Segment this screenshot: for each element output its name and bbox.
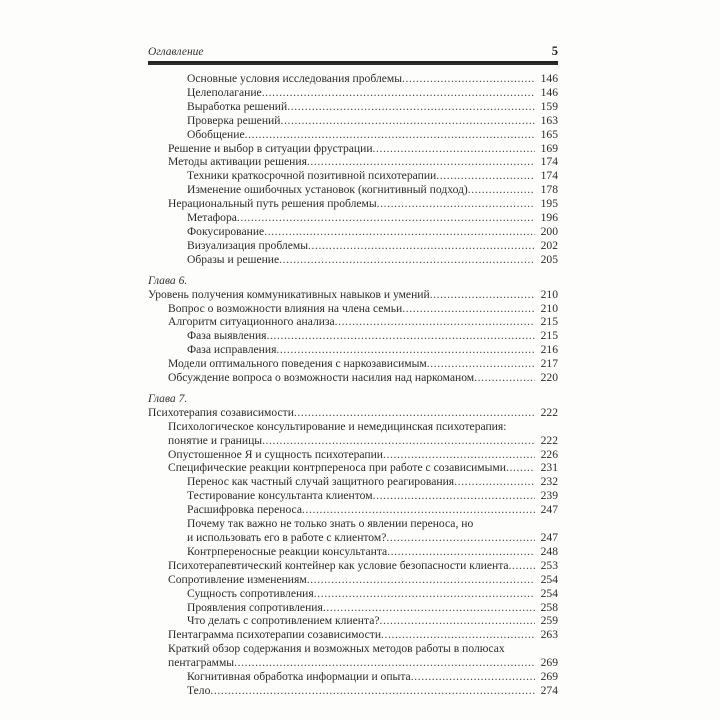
dot-leader [307, 573, 535, 587]
dot-leader [302, 503, 535, 517]
toc-entry-title: Расшифровка переноса [187, 503, 302, 517]
toc-entry [168, 371, 558, 385]
toc-entry-page: 178 [540, 183, 558, 197]
toc-entry-page: 146 [540, 72, 558, 85]
dot-leader [468, 183, 535, 197]
toc-entry [187, 183, 558, 197]
toc-entry-title: Целеполагание [187, 85, 262, 99]
toc-entry [168, 197, 558, 211]
toc-entry-page: 253 [540, 558, 558, 572]
toc-entry-page: 174 [540, 155, 558, 169]
toc-entry-title: Решение и выбор в ситуации фрустрации [168, 141, 373, 155]
toc-entry-page: 226 [540, 447, 558, 461]
toc-entry [168, 656, 558, 670]
toc-entry-title: Визуализация проблемы [187, 238, 308, 252]
toc-entry [187, 239, 558, 253]
dot-leader [279, 253, 535, 267]
toc-entry-page: 247 [540, 503, 558, 517]
dot-leader [264, 225, 535, 239]
toc-entry-page: 210 [540, 287, 558, 301]
toc-entry-title: Обобщение [187, 127, 245, 141]
toc-entry-page: 146 [540, 85, 558, 99]
dot-leader [381, 628, 535, 642]
running-header-title: Оглавление [148, 46, 204, 58]
toc-entry [168, 420, 558, 434]
toc-entry [187, 531, 558, 545]
toc-entry-title: Уровень получения коммуникативных навыков и умений [148, 287, 430, 301]
dot-leader [294, 406, 535, 420]
toc-entry-title: Перенос как частный случай защитного реагирования [187, 475, 455, 489]
toc-entry-page: 274 [540, 683, 558, 697]
toc-entry-page: 222 [540, 433, 558, 447]
toc-entry-title: Психологическое консультирование и немедицинская психотерапия: [168, 419, 507, 433]
toc-entry [187, 614, 558, 628]
dot-leader [383, 448, 535, 462]
toc-entry [168, 642, 558, 656]
toc-entry [187, 684, 558, 698]
toc-entry [168, 434, 558, 448]
toc-entry-page: 259 [540, 614, 558, 628]
toc-entry [168, 461, 558, 475]
toc-entry-page: 205 [540, 252, 558, 266]
toc-entry [187, 128, 558, 142]
toc-entry-page: 217 [540, 357, 558, 371]
dot-leader [307, 155, 535, 169]
toc-entry [187, 100, 558, 114]
toc-entry-title: Сущность сопротивления [187, 586, 314, 600]
dot-leader [308, 239, 535, 253]
toc-entry-title: Психотерапевтический контейнер как условие безопасности клиента [168, 558, 509, 572]
dot-leader [509, 559, 535, 573]
toc-entry [187, 343, 558, 357]
toc-entry-title: Психотерапия созависимости [148, 405, 294, 419]
toc-entry-title: Выработка решений [187, 99, 288, 113]
toc-entry-page: 163 [540, 113, 558, 127]
dot-leader [267, 329, 535, 343]
toc-entry-title: Фаза исправления [187, 343, 277, 357]
dot-leader [380, 614, 536, 628]
dot-leader [402, 72, 535, 86]
toc-entry-title: Пентаграмма психотерапии созависимости [168, 628, 382, 642]
toc-entry-title: Нерациональный путь решения проблемы [168, 197, 377, 211]
toc-entry-title: Метафора [187, 211, 237, 225]
toc-entry-page: 247 [540, 531, 558, 544]
dot-leader [210, 684, 535, 698]
table-of-contents [148, 72, 558, 698]
toc-entry-title: понятие и границы [168, 433, 263, 447]
dot-leader [427, 357, 535, 371]
toc-entry-page: 231 [540, 461, 558, 475]
toc-entry [168, 357, 558, 371]
toc-entry [187, 517, 558, 531]
toc-entry-page: 196 [540, 211, 558, 225]
toc-entry-title: Что делать с сопротивлением клиента? [187, 614, 380, 628]
dot-leader [387, 545, 535, 559]
toc-entry-page: 269 [540, 656, 558, 670]
toc-entry [187, 587, 558, 601]
toc-entry-title: Образы и решение [187, 252, 280, 266]
toc-entry [168, 315, 558, 329]
dot-leader [506, 461, 535, 475]
toc-entry-title: Опустошенное Я и сущность психотерапии [168, 447, 384, 461]
toc-entry-title: Обсуждение вопроса о возможности насилия над наркоманом [168, 371, 475, 385]
toc-entry [168, 559, 558, 573]
dot-leader [411, 670, 535, 684]
dot-leader [436, 169, 535, 183]
toc-entry-title: Сопротивление изменениям [168, 572, 307, 586]
dot-leader [377, 197, 535, 211]
toc-entry-page: 200 [540, 224, 558, 238]
toc-entry [187, 169, 558, 183]
dot-leader [245, 128, 535, 142]
dot-leader [314, 587, 535, 601]
toc-entry [187, 545, 558, 559]
toc-entry-title: Когнитивная обработка информации и опыта [187, 670, 411, 684]
toc-entry [168, 448, 558, 462]
toc-entry [187, 211, 558, 225]
toc-entry-page: 202 [540, 238, 558, 252]
toc-entry-page: 239 [540, 489, 558, 503]
dot-leader [280, 114, 535, 128]
toc-entry-title: Фаза выявления [187, 329, 267, 343]
dot-leader [262, 86, 535, 100]
toc-entry-title: Тело [187, 683, 211, 697]
toc-entry [187, 601, 558, 615]
toc-entry-page: 174 [540, 169, 558, 183]
toc-entry-title: пентаграммы [168, 656, 235, 670]
toc-entry [187, 225, 558, 239]
toc-entry [187, 489, 558, 503]
dot-leader [237, 211, 535, 225]
toc-entry-page: 248 [540, 544, 558, 558]
dot-leader [276, 343, 535, 357]
toc-entry-page: 195 [540, 197, 558, 211]
dot-leader [386, 531, 535, 545]
dot-leader [454, 475, 535, 489]
header-rule [148, 61, 558, 65]
toc-entry-title: Проявления сопротивления [187, 600, 323, 614]
toc-entry-title: Методы активации решения [168, 155, 307, 169]
toc-entry [187, 114, 558, 128]
toc-entry-title: Контрпереносные реакции консультанта [187, 544, 388, 558]
dot-leader [287, 100, 535, 114]
toc-entry-page: 210 [540, 301, 558, 315]
toc-entry-page: 169 [540, 141, 558, 155]
toc-entry-title: Проверка решений [187, 113, 281, 127]
dot-leader [335, 315, 535, 329]
dot-leader [262, 434, 535, 448]
dot-leader [474, 371, 535, 385]
toc-entry-title: Специфические реакции контрпереноса при работе с созависимыми [168, 461, 506, 475]
toc-entry-page: 269 [540, 670, 558, 684]
toc-entry-page: 258 [540, 600, 558, 614]
toc-entry-title: Модели оптимального поведения с наркозависимым [168, 357, 427, 371]
dot-leader [373, 142, 535, 156]
toc-entry-page: 222 [540, 405, 558, 419]
toc-entry-page: 254 [540, 572, 558, 586]
dot-leader [323, 601, 535, 615]
toc-entry-page: 165 [540, 127, 558, 141]
toc-entry-title: Изменение ошибочных установок (когнитивный подход) [187, 183, 468, 197]
toc-entry [168, 628, 558, 642]
toc-entry-title: Почему так важно не только знать о явлении переноса, но [187, 517, 474, 531]
toc-entry [187, 329, 558, 343]
chapter-heading-label: Глава 6. [148, 273, 188, 287]
dot-leader [402, 302, 535, 316]
toc-entry [187, 503, 558, 517]
dot-leader [430, 288, 535, 302]
toc-entry [168, 573, 558, 587]
toc-entry-title: Фокусирование [187, 224, 265, 238]
toc-entry-page: 215 [540, 329, 558, 343]
toc-entry-title: Основные условия исследования проблемы [187, 72, 403, 85]
toc-entry-title: Тестирование консультанта клиентом [187, 489, 373, 503]
toc-entry [148, 406, 558, 420]
chapter-heading-label: Глава 7. [148, 391, 188, 405]
toc-entry [187, 670, 558, 684]
toc-entry-title: Вопрос о возможности влияния на члена семьи [168, 301, 403, 315]
toc-entry-page: 232 [540, 475, 558, 489]
toc-entry-title: Техники краткосрочной позитивной психотерапии [187, 169, 437, 183]
toc-entry [168, 302, 558, 316]
toc-entry [148, 288, 558, 302]
toc-entry [187, 86, 558, 100]
page-content [148, 44, 558, 698]
toc-entry-page: 263 [540, 628, 558, 642]
toc-entry [168, 142, 558, 156]
dot-leader [373, 489, 535, 503]
dot-leader [234, 656, 535, 670]
chapter-heading [148, 392, 558, 406]
toc-entry-page: 254 [540, 586, 558, 600]
page-number: 5 [551, 44, 558, 58]
toc-entry-page: 216 [540, 343, 558, 357]
toc-entry [168, 155, 558, 169]
toc-entry-title: Алгоритм ситуационного анализа [168, 315, 335, 329]
toc-entry [187, 72, 558, 86]
running-header [148, 44, 558, 58]
toc-entry [187, 253, 558, 267]
toc-entry-page: 215 [540, 315, 558, 329]
toc-entry-title: и использовать его в работе с клиентом? [187, 531, 387, 544]
toc-entry-title: Краткий обзор содержания и возможных методов работы в полюсах [168, 642, 505, 656]
toc-entry-page: 159 [540, 99, 558, 113]
toc-entry [187, 475, 558, 489]
chapter-heading [148, 274, 558, 288]
toc-entry-page: 220 [540, 371, 558, 385]
